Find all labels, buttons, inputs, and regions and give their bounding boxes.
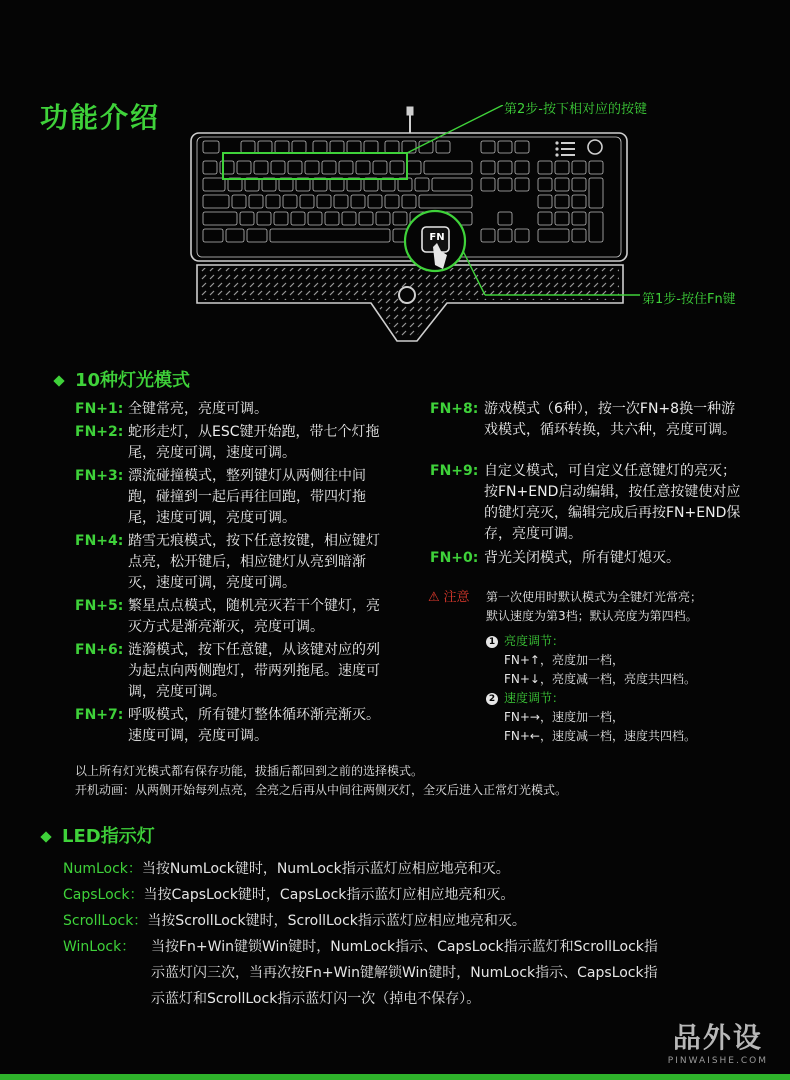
speed-up: FN+→，速度加一档， [504, 710, 624, 724]
warning-icon: ⚠ [428, 590, 440, 605]
led-desc: 当按CapsLock键时，CapsLock指示蓝灯应相应地亮和灭。 [143, 887, 515, 903]
page-title: 功能介绍 [40, 101, 161, 134]
led-desc: 当按Fn+Win键锁Win键时，NumLock指示、CapsLock指示蓝灯和ScrollLock指 [151, 939, 658, 955]
watermark-sub: PINWAISHE.COM [667, 1056, 768, 1066]
speed-group [486, 689, 768, 746]
winlock-desc-cont2: 示蓝灯和ScrollLock指示蓝灯闪一次（掉电不保存）。 [151, 991, 481, 1007]
diamond-bullet-icon [40, 831, 51, 842]
mode-key: FN+9: [430, 463, 479, 479]
mode-fn9 [430, 461, 750, 545]
led-key: ScrollLock： [63, 913, 148, 929]
mode-key: FN+4: [75, 533, 124, 549]
brightness-title: 亮度调节： [504, 634, 565, 648]
mode-fn6 [75, 640, 395, 703]
led-key: WinLock： [63, 939, 136, 955]
step1-callout: 第1步-按住Fn键 [642, 292, 736, 307]
note-line1: 第一次使用时默认模式为全键灯光常亮； [486, 590, 703, 604]
lighting-summary [75, 762, 775, 800]
speed-down: FN+←，速度减一档，速度共四档。 [504, 729, 696, 743]
lighting-modes-heading-text: 10种灯光模式 [75, 370, 191, 391]
mode-desc: 涟漪模式，按下任意键，从该键对应的列为起点向两侧跑灯，带两列拖尾。速度可调，亮度可调。 [128, 642, 380, 700]
mode-fn8 [430, 399, 750, 441]
mode-desc: 自定义模式，可自定义任意键灯的亮灭；按FN+END启动编辑，按任意按键使对应的键灯亮灭，编辑完成后再按FN+END保存，亮度可调。 [484, 463, 741, 542]
led-row-capslock [63, 882, 514, 908]
mode-fn0 [430, 548, 750, 569]
summary-line1: 以上所有灯光模式都有保存功能，拔插后都回到之前的选择模式。 [75, 764, 424, 778]
mode-fn7 [75, 705, 395, 747]
brightness-group [486, 632, 768, 689]
mode-fn2 [75, 422, 395, 464]
keyboard-illustration [185, 105, 645, 350]
mode-key: FN+7: [75, 707, 124, 723]
default-settings-note [428, 588, 768, 746]
mode-desc: 繁星点点模式，随机亮灭若干个键灯，亮灭方式是渐亮渐灭，亮度可调。 [128, 598, 380, 635]
note-line2: 默认速度为第3档；默认亮度为第四档。 [486, 609, 698, 623]
mode-key: FN+3: [75, 468, 124, 484]
mode-key: FN+1: [75, 401, 124, 417]
led-row-numlock [63, 856, 510, 882]
lighting-modes-heading [55, 366, 190, 392]
mode-key: FN+6: [75, 642, 124, 658]
mode-key: FN+8: [430, 401, 479, 417]
brightness-up: FN+↑，亮度加一档， [504, 653, 624, 667]
mode-desc: 背光关闭模式，所有键灯熄灭。 [484, 550, 680, 566]
led-desc: 当按ScrollLock键时，ScrollLock指示蓝灯应相应地亮和灭。 [147, 913, 526, 929]
mode-key: FN+0: [430, 550, 479, 566]
number-1-badge: 1 [486, 636, 498, 648]
mode-key: FN+5: [75, 598, 124, 614]
led-desc: 当按NumLock键时，NumLock指示蓝灯应相应地亮和灭。 [141, 861, 510, 877]
bottom-accent-bar [0, 1074, 790, 1080]
mode-desc: 全键常亮，亮度可调。 [128, 401, 268, 417]
site-watermark-logo [668, 1016, 768, 1066]
led-row-winlock [63, 934, 763, 1012]
watermark-main: 品外设 [672, 1021, 763, 1054]
winlock-desc-cont1: 示蓝灯闪三次，当再次按Fn+Win键解锁Win键时，NumLock指示、CapsLock指 [151, 965, 658, 981]
summary-line2: 开机动画：从两侧开始每列点亮，全亮之后再从中间往两侧灭灯，全灭后进入正常灯光模式。 [75, 783, 568, 797]
mode-desc: 游戏模式（6种），按一次FN+8换一种游戏模式，循环转换，共六种，亮度可调。 [484, 401, 736, 438]
mode-fn3 [75, 466, 395, 529]
led-key: CapsLock： [63, 887, 144, 903]
mode-desc: 蛇形走灯，从ESC键开始跑，带七个灯拖尾，亮度可调，速度可调。 [128, 424, 380, 461]
mode-desc: 漂流碰撞模式，整列键灯从两侧往中间跑，碰撞到一起后再往回跑，带四灯拖尾，速度可调，亮度可调。 [128, 468, 366, 526]
mode-desc: 踏雪无痕模式，按下任意按键，相应键灯点亮，松开键后，相应键灯从亮到暗渐灭，速度可调，亮度可调。 [128, 533, 380, 591]
led-heading [42, 822, 155, 848]
led-row-scrolllock [63, 908, 526, 934]
led-key: NumLock： [63, 861, 142, 877]
mode-fn1 [75, 399, 395, 420]
number-2-badge: 2 [486, 693, 498, 705]
mode-desc: 呼吸模式，所有键灯整体循环渐亮渐灭。速度可调，亮度可调。 [128, 707, 380, 744]
mode-fn5 [75, 596, 395, 638]
fn-key-label: FN [429, 232, 445, 243]
brightness-down: FN+↓，亮度减一档，亮度共四档。 [504, 672, 696, 686]
note-label: 注意 [443, 590, 470, 605]
step2-callout: 第2步-按下相对应的按键 [504, 102, 647, 117]
led-heading-text: LED指示灯 [62, 826, 155, 847]
speed-title: 速度调节： [504, 691, 565, 705]
mode-key: FN+2: [75, 424, 124, 440]
mode-fn4 [75, 531, 395, 594]
diamond-bullet-icon [53, 375, 64, 386]
